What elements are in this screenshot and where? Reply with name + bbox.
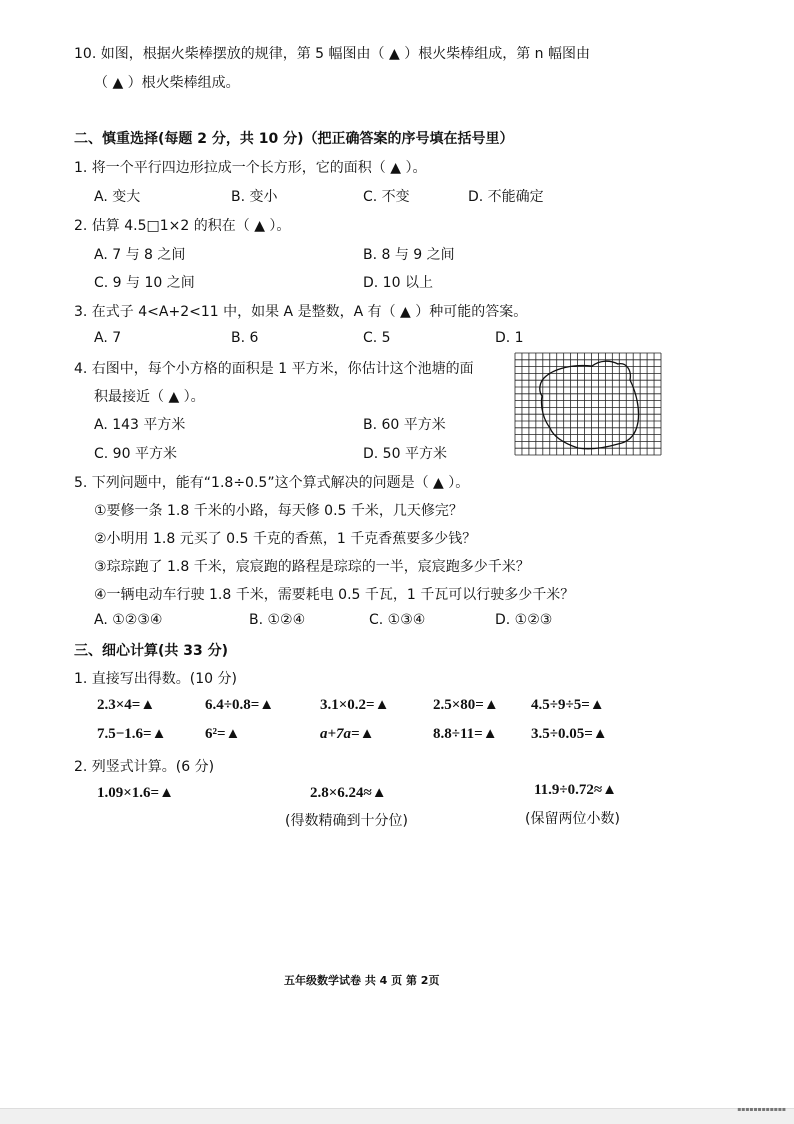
- s3-p2-title: 2. 列竖式计算。(6 分): [74, 759, 215, 775]
- s2-q4-option-a: A. 143 平方米: [94, 417, 186, 433]
- pond-grid-figure: [514, 352, 662, 456]
- s2-q1-stem: 1. 将一个平行四边形拉成一个长方形，它的面积（ ▲ ）。: [74, 160, 427, 176]
- s2-q5-option-b: B. ①②④: [249, 612, 306, 628]
- calc-r1-1: 2.3×4=▲: [97, 697, 156, 713]
- s2-q1-option-a: A. 变大: [94, 189, 141, 205]
- pond-outline: [540, 361, 639, 449]
- section2-heading: 二、慎重选择(每题 2 分，共 10 分)（把正确答案的序号填在括号里）: [74, 131, 514, 147]
- s2-q5-item-2: ②小明用 1.8 元买了 0.5 千克的香蕉，1 千克香蕉要多少钱？: [94, 531, 477, 547]
- grid-lines: [515, 353, 661, 455]
- s2-q3-option-a: A. 7: [94, 330, 122, 346]
- calc-r1-5: 4.5÷9÷5=▲: [531, 697, 605, 713]
- vertical-calc-1: 1.09×1.6=▲: [97, 785, 174, 801]
- s2-q3-option-c: C. 5: [363, 330, 391, 346]
- calc-r2-1: 7.5−1.6=▲: [97, 726, 167, 742]
- s2-q5-option-d: D. ①②③: [495, 612, 553, 628]
- s2-q5-item-1: ①要修一条 1.8 千米的小路，每天修 0.5 千米，几天修完？: [94, 503, 463, 519]
- s2-q5-option-a: A. ①②③④: [94, 612, 163, 628]
- s3-p1-title: 1. 直接写出得数。(10 分): [74, 671, 237, 687]
- page-footer: 五年级数学试卷 共 4 页 第 2页: [284, 974, 440, 987]
- s2-q4-option-b: B. 60 平方米: [363, 417, 446, 433]
- q10-line1: 10. 如图，根据火柴棒摆放的规律，第 5 幅图由（ ▲ ）根火柴棒组成，第 n 幅图由: [74, 46, 590, 62]
- s2-q5-option-c: C. ①③④: [369, 612, 426, 628]
- s2-q3-stem: 3. 在式子 4<A+2<11 中，如果 A 是整数，A 有（ ▲ ）种可能的答案。: [74, 304, 528, 320]
- s2-q4-option-d: D. 50 平方米: [363, 446, 447, 462]
- s2-q1-option-c: C. 不变: [363, 189, 410, 205]
- calc-r2-4: 8.8÷11=▲: [433, 726, 498, 742]
- corner-watermark: ▪▪▪▪▪▪▪▪▪▪▪▪: [737, 1106, 786, 1113]
- s2-q5-item-3: ③琮琮跑了 1.8 千米，宸宸跑的路程是琮琮的一半，宸宸跑多少千米？: [94, 559, 530, 575]
- vertical-calc-3: 11.9÷0.72≈▲: [534, 782, 617, 798]
- s2-q2-option-c: C. 9 与 10 之间: [94, 275, 195, 291]
- s2-q2-option-d: D. 10 以上: [363, 275, 433, 291]
- calc-r2-5: 3.5÷0.05=▲: [531, 726, 608, 742]
- s2-q4-stem-line2: 积最接近（ ▲ ）。: [94, 389, 205, 405]
- vertical-calc-2-note: (得数精确到十分位): [285, 813, 408, 829]
- section3-heading: 三、细心计算(共 33 分): [74, 643, 229, 659]
- s2-q2-option-a: A. 7 与 8 之间: [94, 247, 186, 263]
- calc-r1-2: 6.4÷0.8=▲: [205, 697, 275, 713]
- s2-q1-option-d: D. 不能确定: [468, 189, 544, 205]
- s2-q4-option-c: C. 90 平方米: [94, 446, 177, 462]
- bottom-bar: [0, 1108, 794, 1124]
- calc-r2-2: 6²=▲: [205, 726, 241, 742]
- s2-q1-option-b: B. 变小: [231, 189, 278, 205]
- s2-q2-option-b: B. 8 与 9 之间: [363, 247, 455, 263]
- s2-q4-stem-line1: 4. 右图中，每个小方格的面积是 1 平方米，你估计这个池塘的面: [74, 361, 474, 377]
- calc-r2-3: a+7a=▲: [320, 726, 375, 742]
- s2-q5-stem: 5. 下列问题中，能有“1.8÷0.5”这个算式解决的问题是（ ▲ ）。: [74, 475, 470, 491]
- vertical-calc-3-note: (保留两位小数): [525, 811, 620, 827]
- q10-line2: （ ▲ ）根火柴棒组成。: [94, 75, 240, 91]
- s2-q2-stem: 2. 估算 4.5□1×2 的积在（ ▲ ）。: [74, 218, 291, 234]
- s2-q5-item-4: ④一辆电动车行驶 1.8 千米，需要耗电 0.5 千瓦，1 千瓦可以行驶多少千米？: [94, 587, 575, 603]
- s2-q3-option-d: D. 1: [495, 330, 524, 346]
- calc-r1-4: 2.5×80=▲: [433, 697, 499, 713]
- vertical-calc-2: 2.8×6.24≈▲: [310, 785, 387, 801]
- s2-q3-option-b: B. 6: [231, 330, 259, 346]
- calc-r1-3: 3.1×0.2=▲: [320, 697, 390, 713]
